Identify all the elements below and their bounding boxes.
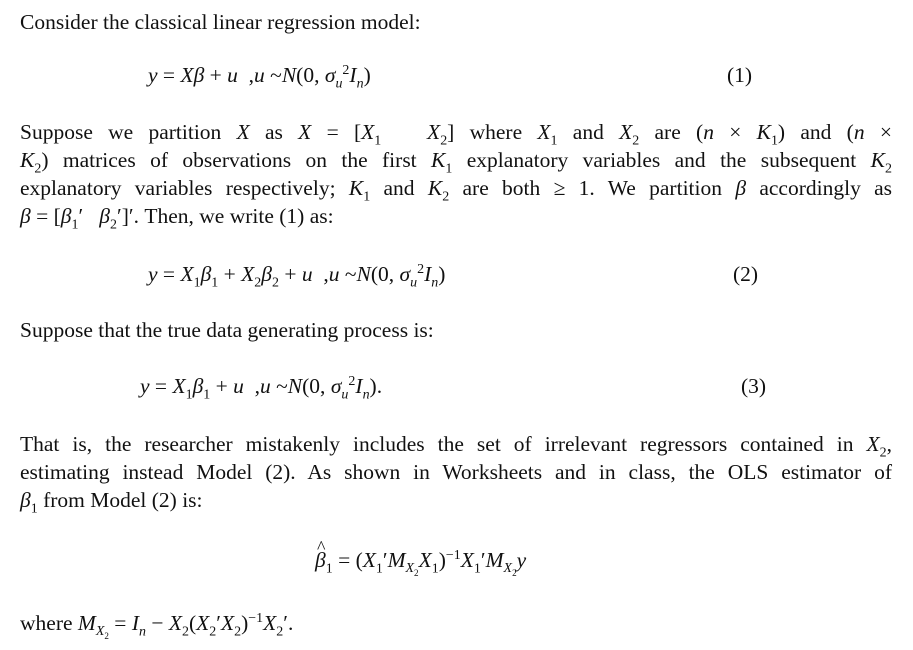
estimator-paragraph bbox=[20, 430, 893, 517]
annihilator-definition: where $M_{X_2} = I_n - X_2(X_2'X_2)^{-1}X_2'$. bbox=[20, 610, 294, 642]
partition-paragraph bbox=[20, 118, 893, 233]
equation-1: y = Xβ + u ,u ~N(0, $\sigma_u^2I_n$) bbox=[148, 62, 371, 92]
dgp-intro-text: Suppose that the true data generating process is: bbox=[20, 318, 434, 342]
equation-3-number: (3) bbox=[741, 374, 767, 398]
equation-1-number: (1) bbox=[727, 63, 753, 87]
partition-line-1: Suppose we partition X as $X = [X_1$ $X_2$] where $X_1$ and $X_2$ are $(n \times K_1)$ and (n × bbox=[20, 120, 892, 149]
equation-2: $y = X_1\beta_1 + X_2\beta_2 + u$ ,u ~N(0, $\sigma_u^2I_n$) bbox=[148, 261, 446, 291]
estimator-line-1: That is, the researcher mistakenly includes the set of irrelevant regressors contained in $X_2$, bbox=[20, 432, 893, 461]
estimator-line-2: estimating instead Model (2). As shown in Worksheets and in class, the OLS estimator of bbox=[20, 460, 892, 484]
partition-line-3: explanatory variables respectively; $K_1$ and $K_2$ are both ≥ 1. We partition β accordingly as bbox=[20, 176, 893, 205]
equation-3: $y = X_1\beta_1 + u$ ,u ~N(0, $\sigma_u^2I_n$). bbox=[140, 373, 383, 403]
partition-line-4: $\beta = [\beta_1'$ $\beta_2']'$. Then, we write (1) as: bbox=[20, 204, 334, 233]
estimator-line-3: $\beta_1$ from Model (2) is: bbox=[20, 488, 203, 517]
equation-2-number: (2) bbox=[733, 262, 759, 286]
ols-estimator-equation: ^ $\beta_1 = (X_1'M_{X_2}X_1)^{-1}X_1'M_{X_2}y$ bbox=[315, 548, 526, 573]
intro-text: Consider the classical linear regression model: bbox=[20, 10, 421, 34]
partition-line-2: $K_2$) matrices of observations on the first $K_1$ explanatory variables and the subsequent $K_2$ bbox=[20, 148, 892, 177]
